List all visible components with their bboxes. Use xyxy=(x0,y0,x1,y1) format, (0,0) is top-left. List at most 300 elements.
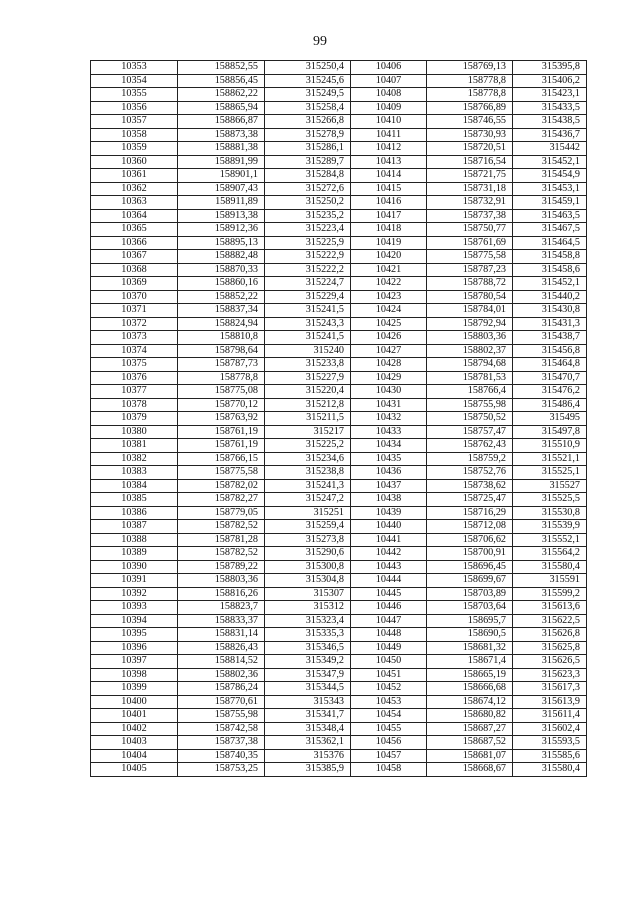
point-id-cell: 10362 xyxy=(91,182,178,196)
point-id-cell: 10446 xyxy=(351,601,427,615)
y-coordinate-cell: 315591 xyxy=(513,574,587,588)
table-row xyxy=(91,88,587,102)
point-id-cell: 10364 xyxy=(91,209,178,223)
table-row xyxy=(91,412,587,426)
point-id-cell: 10373 xyxy=(91,331,178,345)
point-id-cell: 10412 xyxy=(351,142,427,156)
point-id-cell: 10402 xyxy=(91,722,178,736)
y-coordinate-cell: 315454,9 xyxy=(513,169,587,183)
x-coordinate-cell: 158780,54 xyxy=(427,290,513,304)
point-id-cell: 10426 xyxy=(351,331,427,345)
table-row xyxy=(91,385,587,399)
point-id-cell: 10356 xyxy=(91,101,178,115)
point-id-cell: 10354 xyxy=(91,74,178,88)
x-coordinate-cell: 158788,72 xyxy=(427,277,513,291)
x-coordinate-cell: 158860,16 xyxy=(178,277,265,291)
point-id-cell: 10436 xyxy=(351,466,427,480)
point-id-cell: 10429 xyxy=(351,371,427,385)
table-row xyxy=(91,331,587,345)
y-coordinate-cell: 315452,1 xyxy=(513,155,587,169)
table-row xyxy=(91,277,587,291)
y-coordinate-cell: 315335,3 xyxy=(265,628,351,642)
table-row xyxy=(91,601,587,615)
point-id-cell: 10380 xyxy=(91,425,178,439)
point-id-cell: 10423 xyxy=(351,290,427,304)
y-coordinate-cell: 315622,5 xyxy=(513,614,587,628)
point-id-cell: 10410 xyxy=(351,115,427,129)
y-coordinate-cell: 315212,8 xyxy=(265,398,351,412)
table-row xyxy=(91,709,587,723)
x-coordinate-cell: 158695,7 xyxy=(427,614,513,628)
table-row xyxy=(91,466,587,480)
y-coordinate-cell: 315344,5 xyxy=(265,682,351,696)
x-coordinate-cell: 158738,62 xyxy=(427,479,513,493)
table-row xyxy=(91,439,587,453)
x-coordinate-cell: 158703,89 xyxy=(427,587,513,601)
point-id-cell: 10400 xyxy=(91,695,178,709)
point-id-cell: 10375 xyxy=(91,358,178,372)
coordinate-table-body xyxy=(91,61,587,777)
table-row xyxy=(91,344,587,358)
x-coordinate-cell: 158690,5 xyxy=(427,628,513,642)
x-coordinate-cell: 158755,98 xyxy=(427,398,513,412)
x-coordinate-cell: 158803,36 xyxy=(427,331,513,345)
y-coordinate-cell: 315225,2 xyxy=(265,439,351,453)
point-id-cell: 10411 xyxy=(351,128,427,142)
y-coordinate-cell: 315464,5 xyxy=(513,236,587,250)
table-row xyxy=(91,371,587,385)
x-coordinate-cell: 158750,52 xyxy=(427,412,513,426)
point-id-cell: 10390 xyxy=(91,560,178,574)
point-id-cell: 10401 xyxy=(91,709,178,723)
point-id-cell: 10433 xyxy=(351,425,427,439)
y-coordinate-cell: 315312 xyxy=(265,601,351,615)
y-coordinate-cell: 315362,1 xyxy=(265,736,351,750)
table-row xyxy=(91,736,587,750)
y-coordinate-cell: 315497,8 xyxy=(513,425,587,439)
y-coordinate-cell: 315406,2 xyxy=(513,74,587,88)
table-row xyxy=(91,506,587,520)
point-id-cell: 10367 xyxy=(91,250,178,264)
x-coordinate-cell: 158725,47 xyxy=(427,493,513,507)
point-id-cell: 10421 xyxy=(351,263,427,277)
x-coordinate-cell: 158870,33 xyxy=(178,263,265,277)
y-coordinate-cell: 315235,2 xyxy=(265,209,351,223)
y-coordinate-cell: 315348,4 xyxy=(265,722,351,736)
point-id-cell: 10396 xyxy=(91,641,178,655)
x-coordinate-cell: 158798,64 xyxy=(178,344,265,358)
x-coordinate-cell: 158757,47 xyxy=(427,425,513,439)
y-coordinate-cell: 315222,9 xyxy=(265,250,351,264)
y-coordinate-cell: 315442 xyxy=(513,142,587,156)
point-id-cell: 10449 xyxy=(351,641,427,655)
x-coordinate-cell: 158911,89 xyxy=(178,196,265,210)
point-id-cell: 10393 xyxy=(91,601,178,615)
x-coordinate-cell: 158775,58 xyxy=(427,250,513,264)
y-coordinate-cell: 315249,5 xyxy=(265,88,351,102)
table-row xyxy=(91,101,587,115)
y-coordinate-cell: 315385,9 xyxy=(265,763,351,777)
x-coordinate-cell: 158816,26 xyxy=(178,587,265,601)
x-coordinate-cell: 158716,29 xyxy=(427,506,513,520)
x-coordinate-cell: 158755,98 xyxy=(178,709,265,723)
x-coordinate-cell: 158721,75 xyxy=(427,169,513,183)
y-coordinate-cell: 315613,6 xyxy=(513,601,587,615)
x-coordinate-cell: 158831,14 xyxy=(178,628,265,642)
x-coordinate-cell: 158814,52 xyxy=(178,655,265,669)
x-coordinate-cell: 158665,19 xyxy=(427,668,513,682)
y-coordinate-cell: 315259,4 xyxy=(265,520,351,534)
table-row xyxy=(91,763,587,777)
y-coordinate-cell: 315349,2 xyxy=(265,655,351,669)
table-row xyxy=(91,668,587,682)
x-coordinate-cell: 158802,36 xyxy=(178,668,265,682)
y-coordinate-cell: 315602,4 xyxy=(513,722,587,736)
y-coordinate-cell: 315250,2 xyxy=(265,196,351,210)
point-id-cell: 10432 xyxy=(351,412,427,426)
x-coordinate-cell: 158833,37 xyxy=(178,614,265,628)
table-row xyxy=(91,155,587,169)
table-row xyxy=(91,641,587,655)
y-coordinate-cell: 315304,8 xyxy=(265,574,351,588)
y-coordinate-cell: 315464,8 xyxy=(513,358,587,372)
point-id-cell: 10399 xyxy=(91,682,178,696)
x-coordinate-cell: 158737,38 xyxy=(427,209,513,223)
x-coordinate-cell: 158696,45 xyxy=(427,560,513,574)
x-coordinate-cell: 158750,77 xyxy=(427,223,513,237)
y-coordinate-cell: 315273,8 xyxy=(265,533,351,547)
x-coordinate-cell: 158752,76 xyxy=(427,466,513,480)
x-coordinate-cell: 158740,35 xyxy=(178,749,265,763)
point-id-cell: 10392 xyxy=(91,587,178,601)
x-coordinate-cell: 158823,7 xyxy=(178,601,265,615)
point-id-cell: 10368 xyxy=(91,263,178,277)
y-coordinate-cell: 315290,6 xyxy=(265,547,351,561)
table-row xyxy=(91,61,587,75)
y-coordinate-cell: 315552,1 xyxy=(513,533,587,547)
y-coordinate-cell: 315376 xyxy=(265,749,351,763)
x-coordinate-cell: 158789,22 xyxy=(178,560,265,574)
table-row xyxy=(91,358,587,372)
y-coordinate-cell: 315240 xyxy=(265,344,351,358)
point-id-cell: 10435 xyxy=(351,452,427,466)
x-coordinate-cell: 158671,4 xyxy=(427,655,513,669)
x-coordinate-cell: 158786,24 xyxy=(178,682,265,696)
x-coordinate-cell: 158775,58 xyxy=(178,466,265,480)
table-row xyxy=(91,628,587,642)
point-id-cell: 10384 xyxy=(91,479,178,493)
point-id-cell: 10363 xyxy=(91,196,178,210)
table-row xyxy=(91,182,587,196)
x-coordinate-cell: 158891,99 xyxy=(178,155,265,169)
point-id-cell: 10386 xyxy=(91,506,178,520)
x-coordinate-cell: 158762,43 xyxy=(427,439,513,453)
y-coordinate-cell: 315234,6 xyxy=(265,452,351,466)
y-coordinate-cell: 315241,3 xyxy=(265,479,351,493)
y-coordinate-cell: 315227,9 xyxy=(265,371,351,385)
table-row xyxy=(91,115,587,129)
y-coordinate-cell: 315458,8 xyxy=(513,250,587,264)
point-id-cell: 10425 xyxy=(351,317,427,331)
x-coordinate-cell: 158763,92 xyxy=(178,412,265,426)
x-coordinate-cell: 158775,08 xyxy=(178,385,265,399)
y-coordinate-cell: 315220,4 xyxy=(265,385,351,399)
y-coordinate-cell: 315525,1 xyxy=(513,466,587,480)
point-id-cell: 10361 xyxy=(91,169,178,183)
table-row xyxy=(91,290,587,304)
point-id-cell: 10454 xyxy=(351,709,427,723)
point-id-cell: 10403 xyxy=(91,736,178,750)
point-id-cell: 10422 xyxy=(351,277,427,291)
y-coordinate-cell: 315266,8 xyxy=(265,115,351,129)
y-coordinate-cell: 315286,1 xyxy=(265,142,351,156)
y-coordinate-cell: 315251 xyxy=(265,506,351,520)
page-number: 99 xyxy=(313,34,327,49)
table-row xyxy=(91,209,587,223)
point-id-cell: 10370 xyxy=(91,290,178,304)
table-row xyxy=(91,128,587,142)
y-coordinate-cell: 315247,2 xyxy=(265,493,351,507)
table-row xyxy=(91,479,587,493)
point-id-cell: 10420 xyxy=(351,250,427,264)
x-coordinate-cell: 158882,48 xyxy=(178,250,265,264)
point-id-cell: 10389 xyxy=(91,547,178,561)
point-id-cell: 10404 xyxy=(91,749,178,763)
y-coordinate-cell: 315433,5 xyxy=(513,101,587,115)
x-coordinate-cell: 158782,52 xyxy=(178,547,265,561)
y-coordinate-cell: 315217 xyxy=(265,425,351,439)
y-coordinate-cell: 315272,6 xyxy=(265,182,351,196)
y-coordinate-cell: 315347,9 xyxy=(265,668,351,682)
y-coordinate-cell: 315458,6 xyxy=(513,263,587,277)
y-coordinate-cell: 315233,8 xyxy=(265,358,351,372)
table-row xyxy=(91,250,587,264)
point-id-cell: 10434 xyxy=(351,439,427,453)
y-coordinate-cell: 315241,5 xyxy=(265,331,351,345)
x-coordinate-cell: 158778,8 xyxy=(178,371,265,385)
table-row xyxy=(91,533,587,547)
point-id-cell: 10438 xyxy=(351,493,427,507)
point-id-cell: 10419 xyxy=(351,236,427,250)
y-coordinate-cell: 315585,6 xyxy=(513,749,587,763)
x-coordinate-cell: 158824,94 xyxy=(178,317,265,331)
x-coordinate-cell: 158802,37 xyxy=(427,344,513,358)
x-coordinate-cell: 158787,73 xyxy=(178,358,265,372)
x-coordinate-cell: 158782,27 xyxy=(178,493,265,507)
y-coordinate-cell: 315453,1 xyxy=(513,182,587,196)
y-coordinate-cell: 315463,5 xyxy=(513,209,587,223)
y-coordinate-cell: 315346,5 xyxy=(265,641,351,655)
x-coordinate-cell: 158703,64 xyxy=(427,601,513,615)
table-row xyxy=(91,493,587,507)
point-id-cell: 10444 xyxy=(351,574,427,588)
x-coordinate-cell: 158895,13 xyxy=(178,236,265,250)
point-id-cell: 10374 xyxy=(91,344,178,358)
y-coordinate-cell: 315289,7 xyxy=(265,155,351,169)
x-coordinate-cell: 158769,13 xyxy=(427,61,513,75)
x-coordinate-cell: 158837,34 xyxy=(178,304,265,318)
table-row xyxy=(91,142,587,156)
y-coordinate-cell: 315211,5 xyxy=(265,412,351,426)
table-row xyxy=(91,169,587,183)
y-coordinate-cell: 315225,9 xyxy=(265,236,351,250)
x-coordinate-cell: 158681,32 xyxy=(427,641,513,655)
y-coordinate-cell: 315341,7 xyxy=(265,709,351,723)
x-coordinate-cell: 158779,05 xyxy=(178,506,265,520)
y-coordinate-cell: 315395,8 xyxy=(513,61,587,75)
point-id-cell: 10418 xyxy=(351,223,427,237)
point-id-cell: 10365 xyxy=(91,223,178,237)
y-coordinate-cell: 315438,5 xyxy=(513,115,587,129)
table-row xyxy=(91,425,587,439)
y-coordinate-cell: 315626,5 xyxy=(513,655,587,669)
point-id-cell: 10430 xyxy=(351,385,427,399)
point-id-cell: 10388 xyxy=(91,533,178,547)
x-coordinate-cell: 158687,27 xyxy=(427,722,513,736)
y-coordinate-cell: 315617,3 xyxy=(513,682,587,696)
point-id-cell: 10395 xyxy=(91,628,178,642)
point-id-cell: 10424 xyxy=(351,304,427,318)
x-coordinate-cell: 158826,43 xyxy=(178,641,265,655)
y-coordinate-cell: 315613,9 xyxy=(513,695,587,709)
x-coordinate-cell: 158901,1 xyxy=(178,169,265,183)
y-coordinate-cell: 315284,8 xyxy=(265,169,351,183)
point-id-cell: 10437 xyxy=(351,479,427,493)
x-coordinate-cell: 158761,19 xyxy=(178,425,265,439)
table-row xyxy=(91,317,587,331)
x-coordinate-cell: 158674,12 xyxy=(427,695,513,709)
table-row xyxy=(91,196,587,210)
table-row xyxy=(91,587,587,601)
point-id-cell: 10445 xyxy=(351,587,427,601)
y-coordinate-cell: 315599,2 xyxy=(513,587,587,601)
x-coordinate-cell: 158700,91 xyxy=(427,547,513,561)
table-row xyxy=(91,614,587,628)
point-id-cell: 10428 xyxy=(351,358,427,372)
point-id-cell: 10358 xyxy=(91,128,178,142)
x-coordinate-cell: 158766,4 xyxy=(427,385,513,399)
x-coordinate-cell: 158852,22 xyxy=(178,290,265,304)
x-coordinate-cell: 158666,68 xyxy=(427,682,513,696)
x-coordinate-cell: 158680,82 xyxy=(427,709,513,723)
y-coordinate-cell: 315250,4 xyxy=(265,61,351,75)
x-coordinate-cell: 158770,12 xyxy=(178,398,265,412)
point-id-cell: 10391 xyxy=(91,574,178,588)
x-coordinate-cell: 158766,15 xyxy=(178,452,265,466)
table-row xyxy=(91,520,587,534)
x-coordinate-cell: 158862,22 xyxy=(178,88,265,102)
point-id-cell: 10378 xyxy=(91,398,178,412)
x-coordinate-cell: 158770,61 xyxy=(178,695,265,709)
y-coordinate-cell: 315223,4 xyxy=(265,223,351,237)
table-row xyxy=(91,655,587,669)
point-id-cell: 10369 xyxy=(91,277,178,291)
y-coordinate-cell: 315611,4 xyxy=(513,709,587,723)
y-coordinate-cell: 315343 xyxy=(265,695,351,709)
x-coordinate-cell: 158873,38 xyxy=(178,128,265,142)
point-id-cell: 10405 xyxy=(91,763,178,777)
point-id-cell: 10406 xyxy=(351,61,427,75)
point-id-cell: 10415 xyxy=(351,182,427,196)
y-coordinate-cell: 315510,9 xyxy=(513,439,587,453)
y-coordinate-cell: 315580,4 xyxy=(513,560,587,574)
x-coordinate-cell: 158782,02 xyxy=(178,479,265,493)
x-coordinate-cell: 158730,93 xyxy=(427,128,513,142)
y-coordinate-cell: 315241,5 xyxy=(265,304,351,318)
table-row xyxy=(91,695,587,709)
y-coordinate-cell: 315440,2 xyxy=(513,290,587,304)
point-id-cell: 10442 xyxy=(351,547,427,561)
y-coordinate-cell: 315258,4 xyxy=(265,101,351,115)
x-coordinate-cell: 158856,45 xyxy=(178,74,265,88)
table-row xyxy=(91,236,587,250)
y-coordinate-cell: 315430,8 xyxy=(513,304,587,318)
table-row xyxy=(91,74,587,88)
table-row xyxy=(91,547,587,561)
point-id-cell: 10427 xyxy=(351,344,427,358)
point-id-cell: 10451 xyxy=(351,668,427,682)
point-id-cell: 10377 xyxy=(91,385,178,399)
point-id-cell: 10439 xyxy=(351,506,427,520)
point-id-cell: 10443 xyxy=(351,560,427,574)
y-coordinate-cell: 315593,5 xyxy=(513,736,587,750)
y-coordinate-cell: 315452,1 xyxy=(513,277,587,291)
x-coordinate-cell: 158787,23 xyxy=(427,263,513,277)
y-coordinate-cell: 315486,4 xyxy=(513,398,587,412)
point-id-cell: 10394 xyxy=(91,614,178,628)
point-id-cell: 10441 xyxy=(351,533,427,547)
y-coordinate-cell: 315564,2 xyxy=(513,547,587,561)
x-coordinate-cell: 158753,25 xyxy=(178,763,265,777)
x-coordinate-cell: 158810,8 xyxy=(178,331,265,345)
x-coordinate-cell: 158681,07 xyxy=(427,749,513,763)
y-coordinate-cell: 315459,1 xyxy=(513,196,587,210)
x-coordinate-cell: 158716,54 xyxy=(427,155,513,169)
y-coordinate-cell: 315436,7 xyxy=(513,128,587,142)
point-id-cell: 10453 xyxy=(351,695,427,709)
point-id-cell: 10448 xyxy=(351,628,427,642)
point-id-cell: 10457 xyxy=(351,749,427,763)
y-coordinate-cell: 315625,8 xyxy=(513,641,587,655)
x-coordinate-cell: 158781,28 xyxy=(178,533,265,547)
x-coordinate-cell: 158881,38 xyxy=(178,142,265,156)
x-coordinate-cell: 158781,53 xyxy=(427,371,513,385)
y-coordinate-cell: 315470,7 xyxy=(513,371,587,385)
x-coordinate-cell: 158687,52 xyxy=(427,736,513,750)
point-id-cell: 10452 xyxy=(351,682,427,696)
table-row xyxy=(91,682,587,696)
point-id-cell: 10398 xyxy=(91,668,178,682)
x-coordinate-cell: 158766,89 xyxy=(427,101,513,115)
table-row xyxy=(91,452,587,466)
point-id-cell: 10440 xyxy=(351,520,427,534)
y-coordinate-cell: 315476,2 xyxy=(513,385,587,399)
table-row xyxy=(91,749,587,763)
table-row xyxy=(91,398,587,412)
y-coordinate-cell: 315278,9 xyxy=(265,128,351,142)
point-id-cell: 10383 xyxy=(91,466,178,480)
x-coordinate-cell: 158720,51 xyxy=(427,142,513,156)
point-id-cell: 10381 xyxy=(91,439,178,453)
y-coordinate-cell: 315530,8 xyxy=(513,506,587,520)
x-coordinate-cell: 158852,55 xyxy=(178,61,265,75)
point-id-cell: 10359 xyxy=(91,142,178,156)
point-id-cell: 10372 xyxy=(91,317,178,331)
y-coordinate-cell: 315521,1 xyxy=(513,452,587,466)
point-id-cell: 10353 xyxy=(91,61,178,75)
y-coordinate-cell: 315467,5 xyxy=(513,223,587,237)
y-coordinate-cell: 315626,8 xyxy=(513,628,587,642)
